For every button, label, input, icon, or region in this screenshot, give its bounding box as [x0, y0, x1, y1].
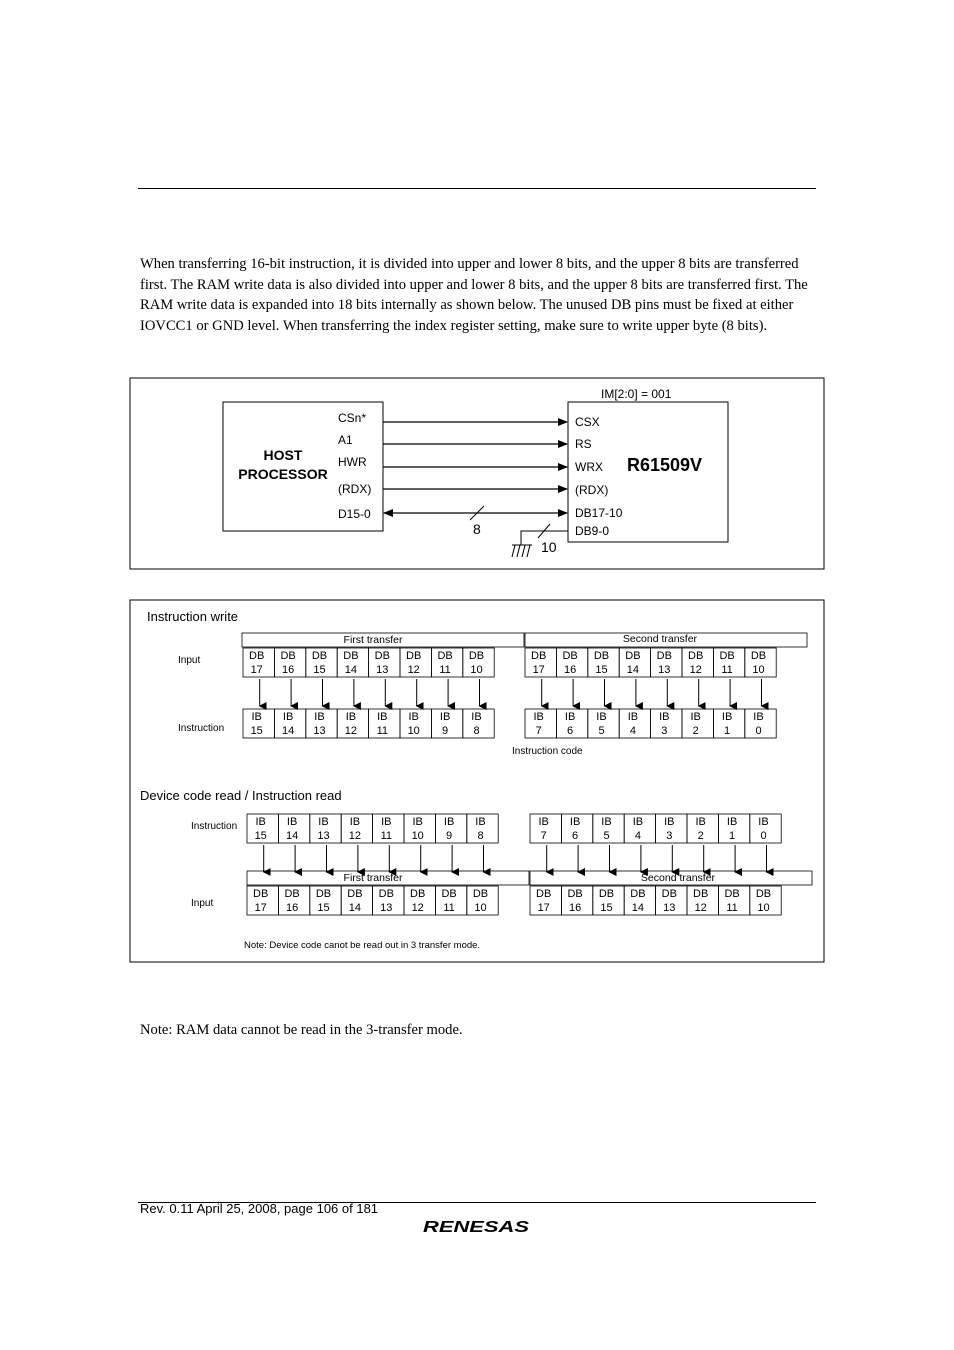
read-arrows: [264, 845, 767, 872]
bus-width-10: 10: [541, 539, 557, 555]
db-prefix: DB: [406, 650, 422, 662]
ib-number: 2: [692, 725, 699, 737]
db-prefix: DB: [280, 650, 296, 662]
ib-number: 12: [348, 830, 362, 842]
ib-prefix: IB: [721, 711, 733, 723]
db-cell: [718, 886, 749, 915]
host-pin-d15-0: D15-0: [338, 507, 371, 521]
ib-number: 8: [473, 725, 480, 737]
ib-prefix: IB: [349, 816, 361, 828]
db-number: 14: [344, 664, 358, 676]
db-cell: [651, 648, 682, 677]
db-number: 17: [250, 664, 263, 676]
db-number: 17: [254, 902, 267, 914]
chip-name: R61509V: [627, 455, 703, 475]
instruction-write-title: Instruction write: [147, 609, 239, 624]
chip-pin-csx: CSX: [575, 415, 600, 429]
ib-cell: [619, 709, 650, 738]
read-title: Device code read / Instruction read: [140, 788, 342, 803]
ib-cell: [525, 709, 556, 738]
db-cell: [530, 886, 561, 915]
db-number: 14: [631, 902, 645, 914]
ib-prefix: IB: [475, 816, 486, 828]
ib-number: 3: [661, 725, 668, 737]
host-label-line1: HOST: [263, 447, 303, 463]
db-number: 16: [568, 902, 582, 914]
ib-cell: [593, 814, 624, 843]
write-arrows: [260, 679, 762, 706]
host-pin-csn: CSn*: [338, 411, 367, 425]
read-input-db-upper: [247, 886, 498, 915]
db-prefix: DB: [630, 888, 646, 900]
db-prefix: DB: [661, 888, 677, 900]
ib-prefix: IB: [758, 816, 769, 828]
ib-number: 15: [250, 725, 263, 737]
ib-prefix: IB: [627, 711, 639, 723]
db-number: 15: [595, 664, 608, 676]
db-cell: [431, 648, 462, 677]
bus-width-8: 8: [473, 521, 481, 537]
db-prefix: DB: [437, 650, 453, 662]
chip-pin-rdx: (RDX): [575, 483, 609, 497]
db-number: 10: [757, 902, 770, 914]
ib-prefix: IB: [601, 816, 612, 828]
ib-number: 0: [755, 725, 762, 737]
ib-number: 2: [697, 830, 704, 842]
ib-cell: [435, 814, 466, 843]
db-number: 11: [443, 902, 455, 914]
db-prefix: DB: [253, 888, 269, 900]
chip-pin-rs: RS: [575, 437, 592, 451]
db-cell: [713, 648, 744, 677]
ib-number: 9: [446, 830, 453, 842]
renesas-logo-text: RENESAS: [423, 1219, 530, 1235]
db-cell: [337, 648, 368, 677]
db-prefix: DB: [441, 888, 457, 900]
db-cell: [243, 648, 274, 677]
ib-cell: [278, 814, 309, 843]
db-cell: [247, 886, 278, 915]
db-number: 12: [407, 664, 420, 676]
db-cell: [556, 648, 587, 677]
ib-prefix: IB: [695, 816, 706, 828]
ib-prefix: IB: [596, 711, 607, 723]
ib-cell: [337, 709, 368, 738]
ib-cell: [651, 709, 682, 738]
db-cell: [400, 648, 431, 677]
ib-prefix: IB: [408, 711, 419, 723]
host-pin-rdx: (RDX): [338, 482, 372, 496]
ib-prefix: IB: [471, 711, 482, 723]
db-number: 13: [376, 664, 389, 676]
db-number: 12: [411, 902, 424, 914]
db-cell: [593, 886, 624, 915]
ib-prefix: IB: [726, 816, 738, 828]
ib-number: 7: [535, 725, 542, 737]
ib-cell: [687, 814, 718, 843]
intro-paragraph: When transferring 16-bit instruction, it is divided into upper and lower 8 bits, and the upper 8 bits are transferred first. The RAM write data is also divided into upper and lower 8 bits, and the upper 8 bits are transferred first. The RAM write data is expanded into 18 bits internally as shown below. The unused DB pins must be fixed at either IOVCC1 or GND level. When transferring the index register setting, make sure to write upper byte (8 bits).: [140, 256, 808, 334]
ib-number: 12: [344, 725, 358, 737]
ib-number: 9: [442, 725, 449, 737]
read-first-transfer-label: First transfer: [343, 872, 403, 884]
db-number: 14: [626, 664, 640, 676]
ib-number: 6: [572, 830, 579, 842]
db-number: 13: [663, 902, 676, 914]
ib-prefix: IB: [690, 711, 701, 723]
ib-cell: [530, 814, 561, 843]
db-number: 15: [313, 664, 326, 676]
ib-cell: [561, 814, 592, 843]
ib-number: 11: [380, 830, 393, 842]
db-number: 10: [752, 664, 765, 676]
ib-prefix: IB: [314, 711, 325, 723]
db-prefix: DB: [343, 650, 359, 662]
ib-prefix: IB: [377, 711, 388, 723]
db-prefix: DB: [315, 888, 332, 900]
db-cell: [745, 648, 776, 677]
db-prefix: DB: [719, 650, 735, 662]
read-instruction-ib-upper: [247, 814, 498, 843]
db-cell: [687, 886, 718, 915]
ib-prefix: IB: [251, 711, 262, 723]
write-instruction-ib-lower: [525, 709, 776, 738]
db-prefix: DB: [472, 888, 489, 900]
ib-cell: [400, 709, 431, 738]
ib-prefix: IB: [282, 711, 294, 723]
host-pin-hwr: HWR: [338, 455, 367, 469]
ib-prefix: IB: [286, 816, 298, 828]
renesas-logo: [421, 1217, 533, 1235]
ib-cell: [588, 709, 619, 738]
db-cell: [278, 886, 309, 915]
write-input-db-lower: [525, 648, 776, 677]
db-cell: [624, 886, 655, 915]
ib-number: 3: [666, 830, 673, 842]
db-cell: [369, 648, 400, 677]
db-prefix: DB: [567, 888, 583, 900]
ib-cell: [310, 814, 341, 843]
db-prefix: DB: [378, 888, 394, 900]
ib-number: 7: [540, 830, 547, 842]
ib-cell: [656, 814, 687, 843]
db-prefix: DB: [688, 650, 704, 662]
write-instruction-label: Instruction: [178, 723, 225, 734]
db-cell: [310, 886, 341, 915]
db-prefix: DB: [468, 650, 485, 662]
db-number: 13: [658, 664, 671, 676]
ib-cell: [243, 709, 274, 738]
write-first-transfer-label: First transfer: [343, 634, 403, 646]
db-cell: [306, 648, 337, 677]
db-prefix: DB: [311, 650, 328, 662]
ib-number: 13: [313, 725, 326, 737]
ib-prefix: IB: [533, 711, 544, 723]
db-number: 15: [317, 902, 330, 914]
ib-prefix: IB: [381, 816, 392, 828]
db-number: 10: [474, 902, 487, 914]
ib-cell: [341, 814, 372, 843]
ib-prefix: IB: [569, 816, 581, 828]
ib-cell: [750, 814, 781, 843]
ib-cell: [467, 814, 498, 843]
db-prefix: DB: [410, 888, 426, 900]
ib-cell: [369, 709, 400, 738]
ib-prefix: IB: [753, 711, 764, 723]
ib-number: 5: [598, 725, 605, 737]
db-prefix: DB: [249, 650, 265, 662]
ib-cell: [373, 814, 404, 843]
read-input-label: Input: [191, 898, 214, 909]
db-prefix: DB: [531, 650, 547, 662]
read-input-db-lower: [530, 886, 781, 915]
ib-cell: [713, 709, 744, 738]
ib-prefix: IB: [439, 711, 451, 723]
write-second-transfer-label: Second transfer: [622, 633, 698, 645]
db-prefix: DB: [724, 888, 740, 900]
db-number: 12: [689, 664, 702, 676]
db-cell: [619, 648, 650, 677]
db-prefix: DB: [347, 888, 363, 900]
db-cell: [404, 886, 435, 915]
ib-cell: [247, 814, 278, 843]
db-prefix: DB: [656, 650, 672, 662]
ib-prefix: IB: [664, 816, 675, 828]
read-instruction-ib-lower: [530, 814, 781, 843]
db-number: 16: [563, 664, 577, 676]
read-second-transfer-label: Second transfer: [640, 872, 716, 884]
chip-pin-wrx: WRX: [575, 460, 603, 474]
db-cell: [561, 886, 592, 915]
ib-number: 10: [411, 830, 424, 842]
host-pin-a1: A1: [338, 433, 353, 447]
footer-revision: Rev. 0.11 April 25, 2008, page 106 of 181: [140, 1201, 379, 1216]
db-prefix: DB: [625, 650, 641, 662]
db-cell: [341, 886, 372, 915]
ib-prefix: IB: [538, 816, 549, 828]
db-prefix: DB: [693, 888, 709, 900]
db-cell: [373, 886, 404, 915]
ib-number: 15: [254, 830, 267, 842]
ib-number: 1: [724, 725, 731, 737]
db-number: 11: [726, 902, 738, 914]
db-prefix: DB: [562, 650, 578, 662]
ib-prefix: IB: [318, 816, 329, 828]
im-setting-label: IM[2:0] = 001: [601, 387, 672, 401]
db-number: 16: [281, 664, 295, 676]
ib-cell: [745, 709, 776, 738]
ib-cell: [404, 814, 435, 843]
write-input-label: Input: [178, 655, 201, 666]
ib-number: 8: [477, 830, 484, 842]
ib-cell: [463, 709, 494, 738]
db-prefix: DB: [755, 888, 772, 900]
write-input-db-upper: [243, 648, 494, 677]
db-number: 11: [439, 664, 451, 676]
ib-prefix: IB: [443, 816, 455, 828]
ib-prefix: IB: [632, 816, 644, 828]
host-label-line2: PROCESSOR: [238, 466, 328, 482]
ib-prefix: IB: [659, 711, 670, 723]
ib-prefix: IB: [564, 711, 576, 723]
read-instruction-label: Instruction: [191, 821, 238, 832]
ib-cell: [556, 709, 587, 738]
ram-read-note: Note: RAM data cannot be read in the 3-transfer mode.: [140, 1022, 463, 1038]
db-number: 12: [694, 902, 707, 914]
device-code-read-note: Note: Device code canot be read out in 3 transfer mode.: [244, 940, 481, 951]
ib-cell: [682, 709, 713, 738]
db-prefix: DB: [536, 888, 552, 900]
ib-number: 11: [376, 725, 389, 737]
db-cell: [435, 886, 466, 915]
db-number: 17: [537, 902, 550, 914]
db-prefix: DB: [593, 650, 610, 662]
db-number: 11: [721, 664, 733, 676]
ib-number: 4: [629, 725, 636, 737]
ib-number: 14: [281, 725, 295, 737]
chip-pin-db9-0: DB9-0: [575, 524, 610, 538]
write-instruction-ib-upper: [243, 709, 494, 738]
ib-number: 5: [603, 830, 610, 842]
ib-number: 1: [729, 830, 736, 842]
db-number: 10: [470, 664, 483, 676]
db-number: 17: [532, 664, 545, 676]
db-number: 13: [380, 902, 393, 914]
db-cell: [525, 648, 556, 677]
ib-number: 0: [760, 830, 767, 842]
instruction-code-label: Instruction code: [512, 746, 583, 757]
ib-number: 10: [407, 725, 420, 737]
db-number: 15: [600, 902, 613, 914]
db-prefix: DB: [284, 888, 300, 900]
db-cell: [682, 648, 713, 677]
db-cell: [463, 648, 494, 677]
ib-cell: [274, 709, 305, 738]
db-cell: [656, 886, 687, 915]
ib-prefix: IB: [412, 816, 423, 828]
db-prefix: DB: [374, 650, 390, 662]
db-number: 16: [285, 902, 299, 914]
db-cell: [274, 648, 305, 677]
ib-cell: [718, 814, 749, 843]
ib-number: 13: [317, 830, 330, 842]
ib-cell: [624, 814, 655, 843]
db-number: 14: [348, 902, 362, 914]
ib-cell: [306, 709, 337, 738]
ib-prefix: IB: [255, 816, 266, 828]
chip-pin-db17-10: DB17-10: [575, 506, 623, 520]
ib-number: 6: [567, 725, 574, 737]
ib-prefix: IB: [345, 711, 357, 723]
db-cell: [467, 886, 498, 915]
db-cell: [588, 648, 619, 677]
db-cell: [750, 886, 781, 915]
ib-number: 4: [634, 830, 641, 842]
db-prefix: DB: [598, 888, 615, 900]
ib-cell: [431, 709, 462, 738]
ib-number: 14: [285, 830, 299, 842]
db-prefix: DB: [750, 650, 767, 662]
